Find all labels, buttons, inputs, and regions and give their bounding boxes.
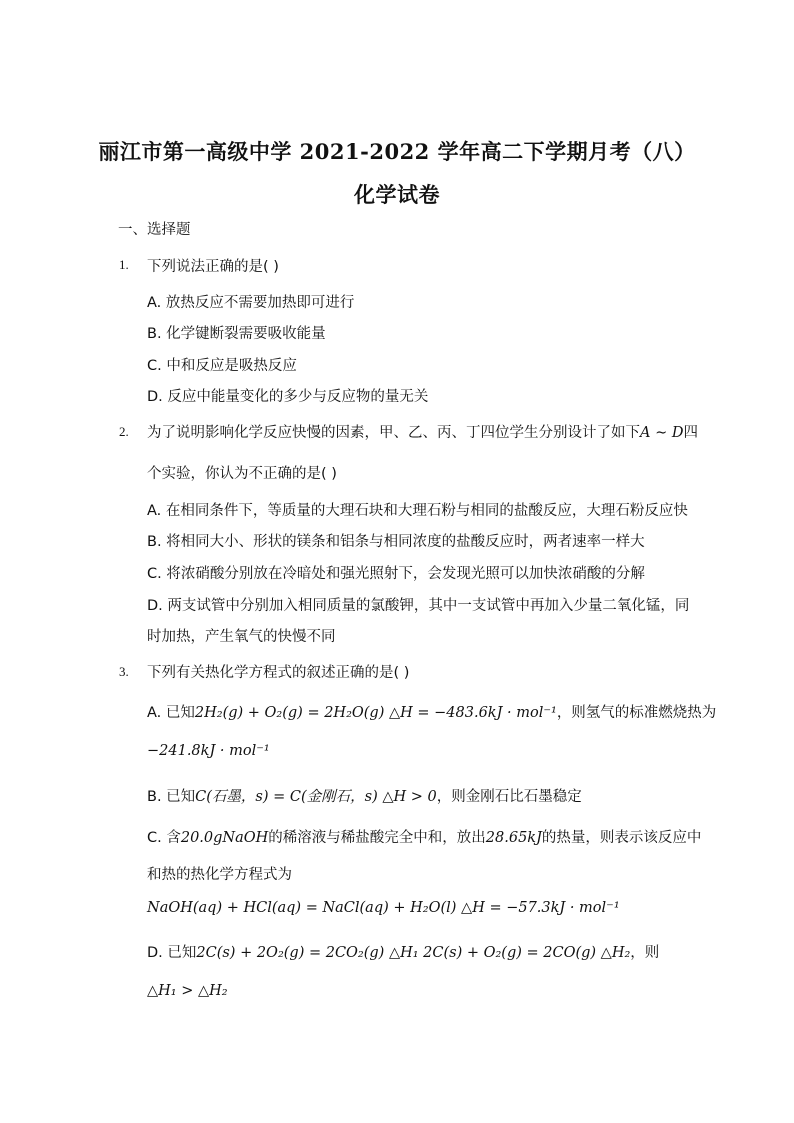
exam-subtitle: 化学试卷 [354,182,440,207]
question-3-option-a-line-2 [147,743,270,759]
section-heading: 一、选择题 [118,222,191,238]
option-d-prefix: D. 已知 [147,945,197,961]
option-a-prefix: A. 已知 [147,705,195,721]
question-1-option-d: D. 反应中能量变化的多少与反应物的量无关 [147,389,429,405]
option-d-suffix: ，则 [630,945,660,961]
question-1-option-c: C. 中和反应是吸热反应 [147,358,297,374]
option-b-prefix: B. 已知 [147,789,196,805]
question-1-number: 1. [119,257,129,272]
question-2-option-d-line-1: D. 两支试管中分别加入相同质量的氯酸钾，其中一支试管中再加入少量二氧化锰，同 [147,598,690,614]
option-d-equation: 2C(s) + 2O₂(g) = 2CO₂(g) △H₁ 2C(s) + O₂(g) = 2CO(g) △H₂ [196,945,631,961]
question-1-stem: 下列说法正确的是( ) [147,259,279,275]
option-a-equation: 2H₂(g) + O₂(g) = 2H₂O(g) △H = −483.6kJ · mol⁻¹ [194,705,557,721]
question-3-option-d-line-2 [147,983,228,999]
option-c-heat: 28.65kJ [485,830,542,846]
question-1-option-b: B. 化学键断裂需要吸收能量 [147,326,326,342]
option-c-equation: NaOH(aq) + HCl(aq) = NaCl(aq) + H₂O(l) △H = −57.3kJ · mol⁻¹ [147,900,620,916]
question-3-option-c-line-1 [147,826,701,847]
question-3-option-a-line-1 [147,701,716,722]
question-2-option-d-line-2: 时加热，产生氧气的快慢不同 [147,629,336,645]
question-3-number: 3. [119,664,129,679]
option-c-mass: 20.0gNaOH [180,830,269,846]
option-a-suffix: ，则氢气的标准燃烧热为 [556,705,717,721]
question-3-option-c-line-2: 和热的热化学方程式为 [147,867,292,883]
question-2-stem-line-2: 个实验，你认为不正确的是( ) [147,466,337,482]
exam-title: 丽江市第一高级中学 2021-2022 学年高二下学期月考（八） [98,139,696,164]
option-d-inequality: △H₁ > △H₂ [147,983,228,999]
option-c-prefix: C. 含 [147,830,181,846]
question-2-option-a: A. 在相同条件下，等质量的大理石块和大理石粉与相同的盐酸反应，大理石粉反应快 [147,503,688,519]
question-2-option-c: C. 将浓硝酸分别放在冷暗处和强光照射下，会发现光照可以加快浓硝酸的分解 [147,566,645,582]
question-3-option-b [147,785,582,806]
question-1-option-a: A. 放热反应不需要加热即可进行 [147,295,355,311]
question-2-stem-text: 为了说明影响化学反应快慢的因素，甲、乙、丙、丁四位学生分别设计了如下 [147,425,640,441]
option-b-equation: C(石墨，s) = C(金刚石，s) △H > 0 [195,789,437,805]
question-3-option-d-line-1 [147,941,659,962]
question-3-option-c-line-3 [147,900,620,916]
option-b-suffix: ，则金刚石比石墨稳定 [436,789,582,805]
question-2-number: 2. [119,424,129,439]
question-3-stem: 下列有关热化学方程式的叙述正确的是( ) [147,665,410,681]
option-a-value: −241.8kJ · mol⁻¹ [147,743,270,759]
question-2-stem-end: 四 [683,425,698,441]
option-c-middle: 的稀溶液与稀盐酸完全中和，放出 [268,830,486,846]
question-2-stem-math: A ∼ D [640,425,684,441]
question-2-stem-line-1 [147,421,698,442]
option-c-suffix: 的热量，则表示该反应中 [541,830,702,846]
question-2-option-b: B. 将相同大小、形状的镁条和铝条与相同浓度的盐酸反应时，两者速率一样大 [147,534,645,550]
